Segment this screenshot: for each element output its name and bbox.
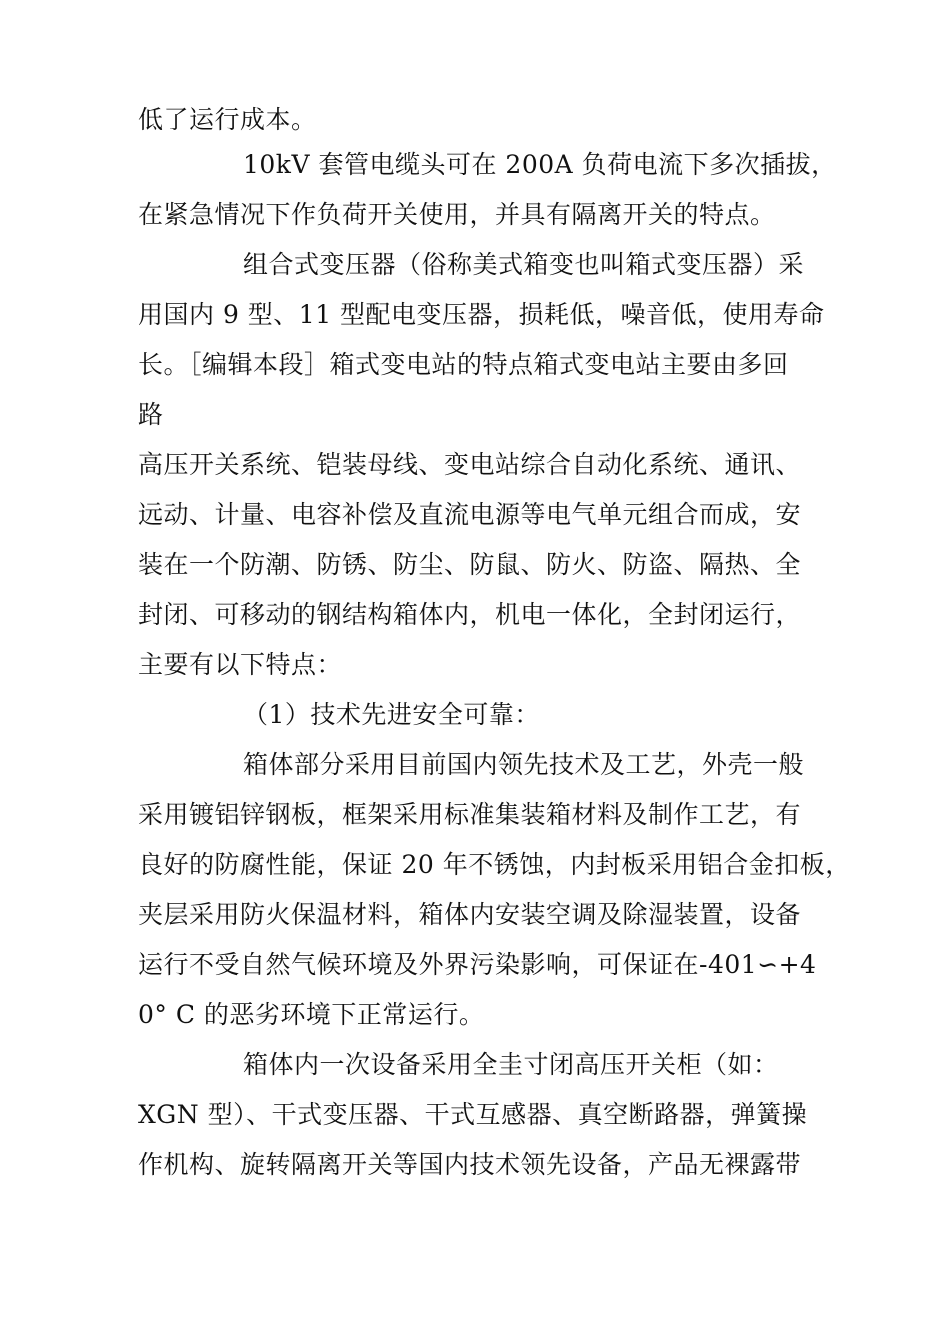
text-line: 采用镀铝锌钢板，框架采用标准集装箱材料及制作工艺，有 bbox=[138, 800, 802, 829]
text-line: 组合式变压器（俗称美式箱变也叫箱式变压器）采 bbox=[243, 250, 805, 279]
text-line: 用国内 9 型、11 型配电变压器，损耗低，噪音低，使用寿命 bbox=[138, 300, 825, 329]
text-line: 运行不受自然气候环境及外界污染影响，可保证在-401∽+4 bbox=[138, 950, 817, 979]
text-line: 远动、计量、电容补偿及直流电源等电气单元组合而成，安 bbox=[138, 500, 802, 529]
text-line: 主要有以下特点： bbox=[138, 650, 343, 679]
text-line: 高压开关系统、铠装母线、变电站综合自动化系统、通讯、 bbox=[138, 450, 802, 479]
text-line: 作机构、旋转隔离开关等国内技术领先设备，产品无裸露带 bbox=[138, 1150, 802, 1179]
text-line: 0° C 的恶劣环境下正常运行。 bbox=[138, 1000, 485, 1029]
text-line: 路 bbox=[138, 400, 164, 429]
text-line: 箱体部分采用目前国内领先技术及工艺，外壳一般 bbox=[243, 750, 805, 779]
text-line: 10kV 套管电缆头可在 200A 负荷电流下多次插拔， bbox=[243, 150, 837, 179]
text-line: （1）技术先进安全可靠： bbox=[243, 700, 540, 729]
text-line: 箱体内一次设备采用全圭寸闭高压开关柜（如： bbox=[243, 1050, 779, 1079]
text-line: 长。［编辑本段］箱式变电站的特点箱式变电站主要由多回 bbox=[138, 350, 789, 379]
text-line: 夹层采用防火保温材料，箱体内安装空调及除湿装置，设备 bbox=[138, 900, 802, 929]
text-line: 装在一个防潮、防锈、防尘、防鼠、防火、防盗、隔热、全 bbox=[138, 550, 802, 579]
text-line: 封闭、可移动的钢结构箱体内，机电一体化，全封闭运行， bbox=[138, 600, 802, 629]
text-line: XGN 型）、干式变压器、干式互感器、真空断路器，弹簧操 bbox=[138, 1100, 808, 1129]
text-line: 低了运行成本。 bbox=[138, 105, 317, 134]
text-line: 良好的防腐性能，保证 20 年不锈蚀，内封板采用铝合金扣板， bbox=[138, 850, 851, 879]
text-line: 在紧急情况下作负荷开关使用，并具有隔离开关的特点。 bbox=[138, 200, 776, 229]
